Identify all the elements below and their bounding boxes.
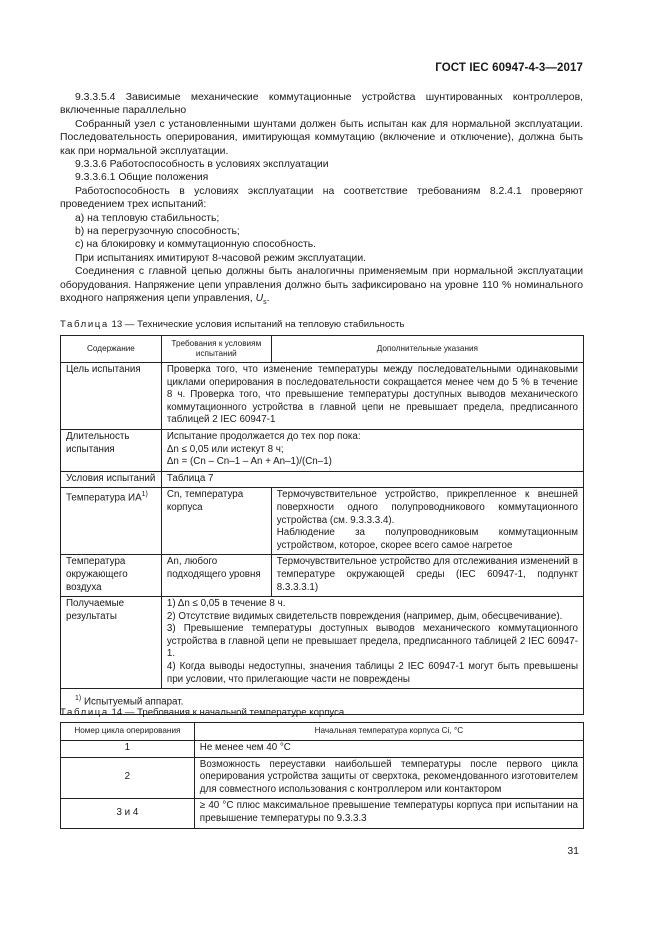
cycle-requirement: Не менее чем 40 °C (194, 741, 583, 758)
row-label: Условия испытаний (61, 471, 162, 488)
table13-header-notes: Дополнительные указания (271, 336, 583, 363)
table13-caption: Таблица 13 — Технические условия испытаний на тепловую стабильность (60, 319, 405, 330)
row-label: Цель испытания (61, 363, 162, 430)
standard-header: ГОСТ IEC 60947-4-3—2017 (435, 62, 583, 74)
paragraph-8-hour: При испытаниях имитируют 8-часовой режим эксплуатации. (75, 252, 367, 264)
table-row (61, 429, 584, 471)
row-text: Таблица 7 (161, 471, 583, 488)
list-item-c: c) на блокировку и коммутационную способность. (75, 239, 317, 251)
row-text: Испытание продолжается до тех пор пока: Δn ≤ 0,05 или истекут 8 ч; Δn = (Cn – Cn–1 – An + An–1)/(Cn–1) (161, 429, 583, 471)
cycle-number: 3 и 4 (61, 799, 195, 828)
footnote-ref: 1) (141, 491, 148, 499)
symbol-u: U (255, 293, 264, 305)
table14-header-temperature: Начальная температура корпуса Ci, °C (194, 723, 583, 741)
table13-header-row (61, 336, 584, 363)
table13-footnote: $^{1)}$ Испытуемый аппарат. (61, 689, 584, 715)
cycle-requirement: ≥ 40 °C плюс максимальное превышение температуры корпуса при испытании на превышение температуры по 9.3.3.3 (194, 799, 583, 828)
row-text: Проверка того, что изменение температуры между последовательными одинаковыми циклами оперирования в последовательности сокращается менее чем до 5 % в течение 8 ч. Проверка того, что превышение температуры доступных выводов механического коммутационного устройства в главной цепи не превышает предела, предписанного таблицей 2 IEC 60947-1 (161, 363, 583, 430)
table14-caption: Таблица 14 — Требования к начальной температуре корпуса (60, 707, 345, 718)
row-requirement: Cn, температура корпуса (161, 488, 271, 555)
body-text (60, 91, 583, 310)
table-row (61, 363, 584, 430)
row-label: Длительность испытания (61, 429, 162, 471)
cycle-requirement: Возможность переуставки наибольшей температуры после первого цикла оперирования устройства защиты от сверхтока, рекомендованного изготовителем для совместного использования с контроллером или контактором (194, 757, 583, 799)
row-note: Термочувствительное устройство, прикрепленное к внешней поверхности одного полупроводникового коммутационного устройства (см. 9.3.3.3.4). Наблюдение за полупроводниковым коммутационным устройством, которое, скорее всего самое нагретое (271, 488, 583, 555)
row-label: Температура окружающего воздуха (61, 555, 162, 597)
table-row (61, 757, 584, 799)
table-row (61, 488, 584, 555)
table14 (60, 722, 584, 829)
table14-header-row (61, 723, 584, 741)
row-label: Температура ИА$^{1)}$ (61, 488, 162, 555)
row-note: Термочувствительное устройство для отслеживания изменений в температуре окружающей среды (IEC 60947-1, подпункт 8.3.3.3.1) (271, 555, 583, 597)
list-item-b: b) на перегрузочную способность; (75, 226, 240, 238)
list-item-a: a) на тепловую стабильность; (75, 212, 220, 224)
paragraph-connections: Соединения с главной цепью должны быть аналогичны применяемым при нормальной эксплуатации оборудования. Напряжение цепи управления должно быть зафиксировано на уровне 110 % номинального входного напряжения цепи управления, $U_s$. (60, 266, 583, 307)
row-text: 1) Δn ≤ 0,05 в течение 8 ч. 2) Отсутствие видимых свидетельств повреждения (например, дым, обесцвечивание). 3) Превышение температуры доступных выводов механического коммутационного устройства в главной цепи не превышает предела, предписанного таблицей 2 IEC 60947-1. 4) Когда выводы недоступны, значения таблицы 2 IEC 60947-1 могут быть превышены при условии, что прилегающие части не повреждены (161, 597, 583, 689)
cycle-number: 1 (61, 741, 195, 758)
table-row (61, 799, 584, 828)
heading-9-3-3-6: 9.3.3.6 Работоспособность в условиях эксплуатации (75, 159, 329, 171)
paragraph-assembly: Собранный узел с установленными шунтами должен быть испытан как для нормальной эксплуатации. Последовательность оперирования, имитирующая коммутацию (включение и отключение), должна быть как при нормальной эксплуатации. (60, 118, 583, 157)
heading-9-3-3-6-1: 9.3.3.6.1 Общие положения (75, 172, 209, 184)
row-label: Получаемые результаты (61, 597, 162, 689)
table-row (61, 741, 584, 758)
row-requirement: An, любого подходящего уровня (161, 555, 271, 597)
paragraph-performance: Работоспособность в условиях эксплуатации на соответствие требованиям 8.2.4.1 проверяют проведением трех испытаний: (60, 185, 583, 211)
paragraph-9-3-3-5-4: 9.3.3.5.4 Зависимые механические коммутационные устройства шунтированных контроллеров, включенные параллельно (60, 92, 583, 117)
table-row (61, 471, 584, 488)
table13 (60, 335, 584, 715)
symbol-u-sub: s (263, 299, 267, 307)
table-row (61, 597, 584, 689)
table-row (61, 555, 584, 597)
table13-header-requirements: Требования к условиям испытаний (161, 336, 271, 363)
table13-header-content: Содержание (61, 336, 162, 363)
table14-header-cycle: Номер цикла оперирования (61, 723, 195, 741)
page-number: 31 (567, 845, 579, 857)
cycle-number: 2 (61, 757, 195, 799)
